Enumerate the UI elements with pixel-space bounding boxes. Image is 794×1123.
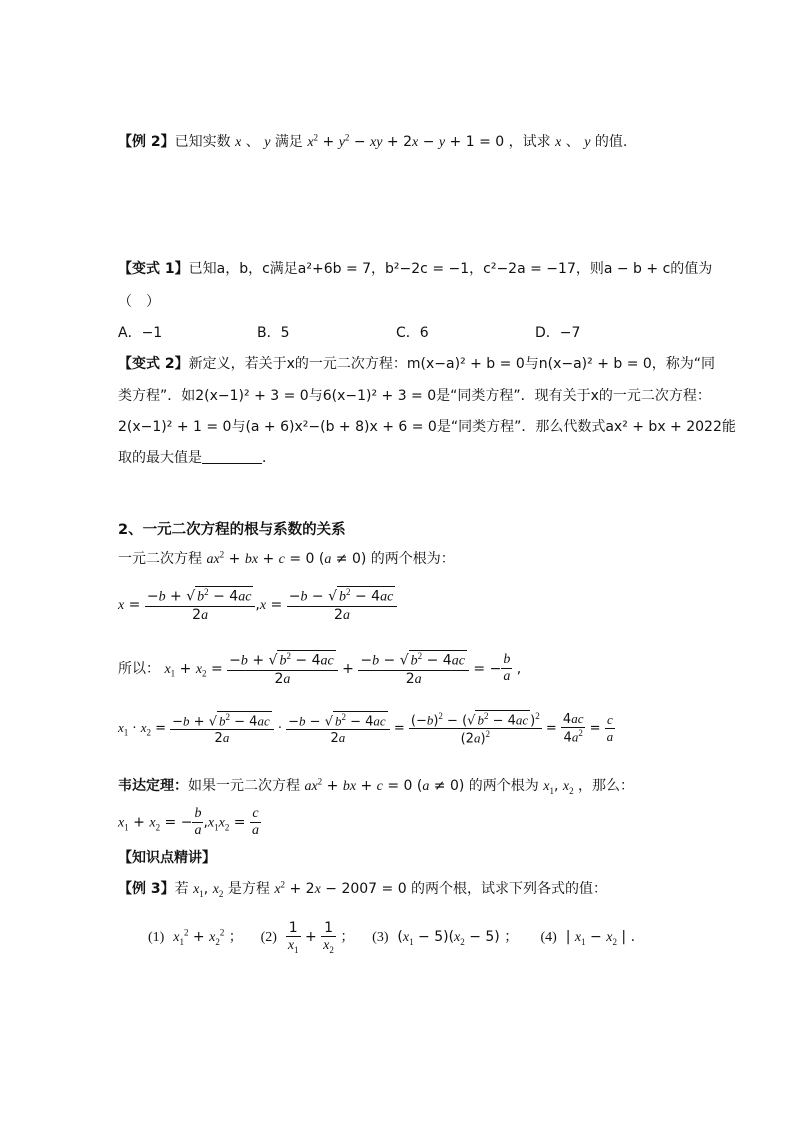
variant-2-line-3: 2(x−1)² + 1 = 0与(a + 6)x²−(b + 8)x + 6 = 0是“同类方程”．那么代数式ax² + bx + 2022能: [118, 419, 736, 435]
example-2: [118, 131, 627, 151]
variant-1: [118, 258, 712, 278]
item-4: (4) | $x_1 - x_2$ | .: [540, 929, 636, 948]
vieta-label: 韦达定理：: [118, 778, 188, 794]
vieta-theorem: 韦达定理：如果一元二次方程 $ax^2$ + bx + c = 0 (a ≠ 0) 的两个根为 $x_1$, $x_2$ ，那么：: [118, 776, 635, 796]
example-2-text: 已知实数 x 、 y 满足 $x^2 + y^2$ − xy + 2x − y + 1 = 0 ，试求 x 、 y 的值.: [174, 132, 628, 150]
item-3: (3) $(x_1 - 5)(x_2 - 5)$ ；: [372, 929, 519, 948]
item-2: (2) $\frac{1}{x_1}$ + $\frac{1}{x_2}$ ；: [260, 920, 355, 955]
variant-1-paren: （ ）: [118, 294, 160, 310]
variant-2-line-4: 取的最大值是 ．: [118, 450, 276, 466]
option-b: B．5: [257, 325, 290, 341]
vieta-formula: $x_1 + x_2$ = − $\frac{b}{a}$ $,x_1x_2$ = $\frac{c}{a}$: [118, 806, 259, 838]
sum-of-roots: 所以： $x_1 + x_2$ = $\frac{-b + √ b^2 - 4ac}{2a}$ + $\frac{-b - √ b^2 - 4ac}{2a}$ = − $\frac{b}{a}$ ,: [118, 651, 522, 687]
variant-1-label: 【变式 1】: [118, 261, 189, 277]
example-3-items: [148, 920, 635, 955]
answer-blank[interactable]: [202, 449, 262, 464]
variant-2-label: 【变式 2】: [118, 356, 189, 372]
knowledge-heading: 【知识点精讲】: [118, 850, 216, 866]
example-3-label: 【例 3】: [118, 881, 175, 897]
option-c: C．6: [396, 325, 429, 341]
item-1: (1) $x_1^2 + x_2^2$ ；: [148, 927, 243, 948]
product-of-roots: $x_1 \cdot x_2$ = $\frac{-b + √ b^2 - 4ac}{2a}$ · $\frac{-b - √ b^2 - 4ac}{2a}$ = $\frac{(-b)^2 - (√ b^2 - 4ac )^2}{(2a)^2}$ = $\frac{4ac}{4a^2}$ = $\frac{c}{a}$: [118, 711, 614, 747]
variant-2-line-1: 【变式 2】新定义，若关于x的一元二次方程：m(x−a)² + b = 0与n(x−a)² + b = 0，称为“同: [118, 356, 716, 372]
roots-formula: x = $\frac{-b + √ b^2 - 4ac}{2a}$ ,x = $\frac{-b - √ b^2 - 4ac}{2a}$: [118, 586, 397, 624]
section-heading: 2、一元二次方程的根与系数的关系: [118, 522, 346, 538]
example-2-label: 【例 2】: [118, 134, 175, 150]
variant-2-line-2: 类方程”．如2(x−1)² + 3 = 0与6(x−1)² + 3 = 0是“同类方程”．现有关于x的一元二次方程：: [118, 388, 711, 404]
option-d: D．−7: [535, 325, 581, 341]
option-a: A．−1: [118, 325, 163, 341]
example-3: 【例 3】若 $x_1$, $x_2$ 是方程 $x^2 + 2x - 2007 = 0$ 的两个根，试求下列各式的值：: [118, 879, 608, 899]
variant-1-text: 已知a，b，c满足a²+6b = 7，b²−2c = −1，c²−2a = −17，则a − b + c的值为: [188, 261, 713, 277]
section-intro: 一元二次方程 $ax^2$ + bx + c = 0 (a ≠ 0) 的两个根为：: [118, 549, 455, 567]
